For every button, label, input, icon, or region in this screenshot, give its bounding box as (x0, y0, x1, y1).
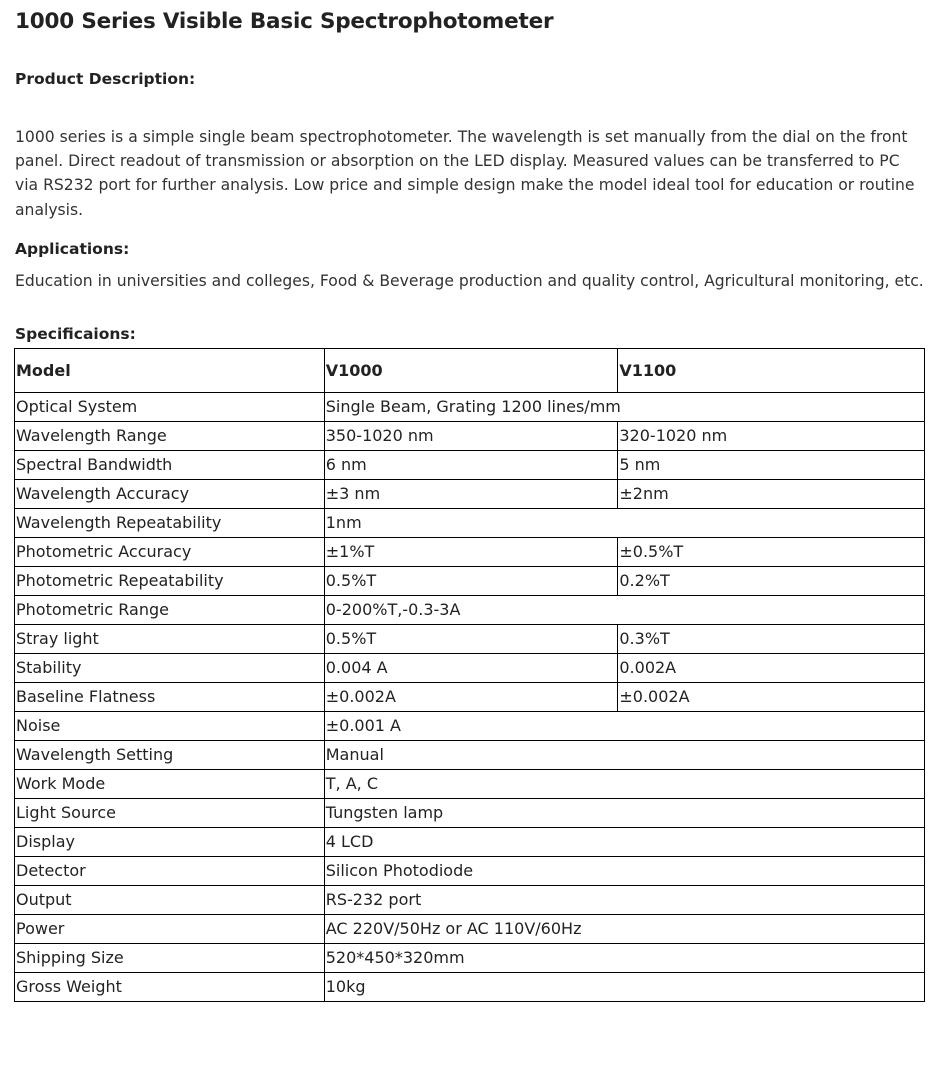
spec-label-cell: Optical System (15, 393, 325, 422)
spec-label-cell: Photometric Accuracy (15, 538, 325, 567)
spec-label-cell: Wavelength Repeatability (15, 509, 325, 538)
spec-value-v1000-cell: 4 LCD (324, 828, 924, 857)
spec-value-v1000-cell: T, A, C (324, 770, 924, 799)
spec-label-cell: Work Mode (15, 770, 325, 799)
spec-value-v1100-cell: 0.3%T (618, 625, 925, 654)
table-row (15, 480, 925, 509)
table-row (15, 886, 925, 915)
applications-heading: Applications: (15, 240, 130, 258)
table-row (15, 799, 925, 828)
spec-label-cell: Shipping Size (15, 944, 325, 973)
spec-value-v1000-cell: Manual (324, 741, 924, 770)
table-row (15, 596, 925, 625)
specifications-table (14, 348, 925, 1002)
table-row (15, 625, 925, 654)
spec-value-v1000-cell: 520*450*320mm (324, 944, 924, 973)
table-header-row (15, 349, 925, 393)
spec-label-cell: Wavelength Setting (15, 741, 325, 770)
table-row (15, 654, 925, 683)
spec-value-v1000-cell: ±0.001 A (324, 712, 924, 741)
specifications-heading: Specificaions: (15, 325, 136, 343)
spec-value-v1000-cell: RS-232 port (324, 886, 924, 915)
table-row (15, 915, 925, 944)
spec-label-cell: Detector (15, 857, 325, 886)
spec-value-v1000-cell: ±1%T (324, 538, 618, 567)
table-row (15, 567, 925, 596)
spec-value-v1000-cell: 350-1020 nm (324, 422, 618, 451)
spec-label-cell: Photometric Repeatability (15, 567, 325, 596)
table-row (15, 509, 925, 538)
spec-label-cell: Stability (15, 654, 325, 683)
spec-label-cell: Wavelength Range (15, 422, 325, 451)
spec-value-v1000-cell: 1nm (324, 509, 924, 538)
spec-value-v1000-cell: AC 220V/50Hz or AC 110V/60Hz (324, 915, 924, 944)
spec-label-cell: Power (15, 915, 325, 944)
applications-text: Education in universities and colleges, Food & Beverage production and quality control, Agricultural monitoring, etc. (15, 272, 924, 290)
spec-label-cell: Light Source (15, 799, 325, 828)
spec-value-v1000-cell: 6 nm (324, 451, 618, 480)
table-row (15, 538, 925, 567)
header-cell-v1000: V1000 (324, 349, 618, 393)
table-row (15, 944, 925, 973)
spec-value-v1000-cell: Silicon Photodiode (324, 857, 924, 886)
spec-value-v1100-cell: 320-1020 nm (618, 422, 925, 451)
table-row (15, 451, 925, 480)
spec-value-v1000-cell: Single Beam, Grating 1200 lines/mm (324, 393, 924, 422)
spec-value-v1100-cell: 0.2%T (618, 567, 925, 596)
spec-value-v1000-cell: ±0.002A (324, 683, 618, 712)
spec-label-cell: Gross Weight (15, 973, 325, 1002)
spec-value-v1000-cell: 0-200%T,-0.3-3A (324, 596, 924, 625)
spec-value-v1100-cell: 0.002A (618, 654, 925, 683)
spec-value-v1100-cell: 5 nm (618, 451, 925, 480)
spec-value-v1000-cell: 10kg (324, 973, 924, 1002)
spec-value-v1000-cell: ±3 nm (324, 480, 618, 509)
spec-label-cell: Wavelength Accuracy (15, 480, 325, 509)
spec-value-v1000-cell: Tungsten lamp (324, 799, 924, 828)
table-row (15, 828, 925, 857)
spec-label-cell: Baseline Flatness (15, 683, 325, 712)
spec-label-cell: Photometric Range (15, 596, 325, 625)
table-row (15, 393, 925, 422)
table-row (15, 741, 925, 770)
spec-label-cell: Noise (15, 712, 325, 741)
header-cell-v1100: V1100 (618, 349, 925, 393)
header-cell-model: Model (15, 349, 325, 393)
spec-label-cell: Stray light (15, 625, 325, 654)
table-row (15, 422, 925, 451)
table-row (15, 683, 925, 712)
spec-value-v1100-cell: ±0.002A (618, 683, 925, 712)
product-description-text: 1000 series is a simple single beam spectrophotometer. The wavelength is set manually from the dial on the front panel. Direct readout of transmission or absorption on the LED display. Measured values can be transferred to PC via RS232 port for further analysis. Low price and simple design make the model ideal tool for education or routine analysis. (15, 128, 915, 219)
spec-label-cell: Display (15, 828, 325, 857)
spec-value-v1100-cell: ±0.5%T (618, 538, 925, 567)
spec-value-v1000-cell: 0.5%T (324, 625, 618, 654)
table-row (15, 857, 925, 886)
table-row (15, 973, 925, 1002)
spec-value-v1000-cell: 0.5%T (324, 567, 618, 596)
spec-value-v1000-cell: 0.004 A (324, 654, 618, 683)
product-description-heading: Product Description: (15, 70, 196, 88)
spec-value-v1100-cell: ±2nm (618, 480, 925, 509)
page-title: 1000 Series Visible Basic Spectrophotometer (15, 9, 554, 34)
table-row (15, 712, 925, 741)
spec-label-cell: Output (15, 886, 325, 915)
spec-label-cell: Spectral Bandwidth (15, 451, 325, 480)
table-row (15, 770, 925, 799)
